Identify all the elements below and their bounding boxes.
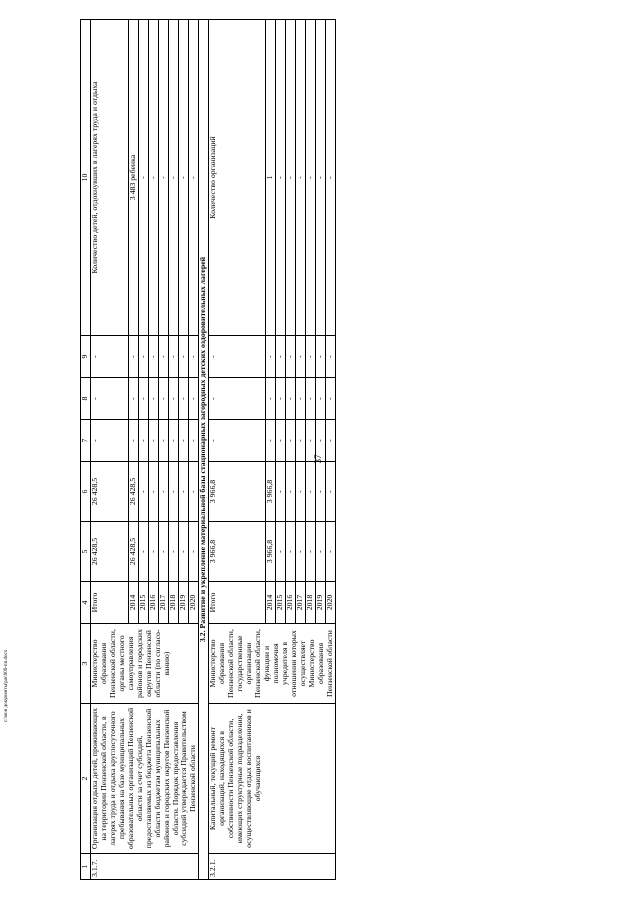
indicator-value: - xyxy=(325,20,335,336)
indicator-value: - xyxy=(285,20,295,336)
value-cell: - xyxy=(169,336,179,378)
value-cell: 26 428,5 xyxy=(129,462,139,522)
row-number: 3.1.7. xyxy=(90,854,198,880)
executor: Министерство образования Пензенской области, органы местного самоуправления районов и городских округов Пензенской области (по согласо-ванию) xyxy=(90,624,198,704)
value-cell: - xyxy=(285,336,295,378)
col-header-6: 6 xyxy=(81,462,91,522)
value-cell: - xyxy=(325,420,335,462)
value-cell: - xyxy=(179,420,189,462)
value-cell: - xyxy=(305,522,315,582)
value-cell: - xyxy=(305,462,315,522)
value-cell: - xyxy=(149,462,159,522)
value-cell: - xyxy=(139,378,149,420)
value-cell: - xyxy=(295,378,305,420)
col-header-2: 2 xyxy=(81,704,91,854)
year-cell: 2015 xyxy=(139,582,149,624)
indicator-value: - xyxy=(295,20,305,336)
value-cell: - xyxy=(159,522,169,582)
value-cell: - xyxy=(305,336,315,378)
year-cell: 2020 xyxy=(189,582,199,624)
value-cell: - xyxy=(189,378,199,420)
value-cell: - xyxy=(149,420,159,462)
indicator-name: Количество детей, отдохнувших в лагерях труда и отдыха xyxy=(90,20,128,336)
year-cell: Итого xyxy=(209,582,265,624)
value-cell: - xyxy=(189,522,199,582)
table-row xyxy=(90,20,128,880)
year-cell: Итого xyxy=(90,582,128,624)
value-cell: - xyxy=(325,462,335,522)
value-cell: - xyxy=(159,462,169,522)
value-cell: - xyxy=(315,420,325,462)
indicator-value: 1 xyxy=(265,20,275,336)
value-cell: - xyxy=(315,378,325,420)
col-header-1: 1 xyxy=(81,854,91,880)
program-table xyxy=(80,19,336,880)
executor: Министерство образования Пензенской области, государственные организации Пензенской области, функции и полномочия учредителя в отношении которых осуществляет Министерство образования Пензенской области xyxy=(209,624,335,704)
value-cell: - xyxy=(139,420,149,462)
value-cell: 3 966,8 xyxy=(265,522,275,582)
value-cell: - xyxy=(179,378,189,420)
value-cell: - xyxy=(149,378,159,420)
value-cell: - xyxy=(159,378,169,420)
year-cell: 2015 xyxy=(275,582,285,624)
year-cell: 2016 xyxy=(149,582,159,624)
value-cell: - xyxy=(209,336,265,378)
activity-name: Организация отдыха детей, проживающих на территории Пензенской области, в лагерях труда и отдыха круглосуточного пребывания на базе муниципальных образовательных организаций Пензенской области за счет субсидий, предоставляемых из бюджета Пензенской области бюджетам муниципальных районов и городских округов Пензенской области. Порядок предоставления субсидий утверждается Правительством Пензенской области xyxy=(90,704,198,854)
value-cell: 26 428,5 xyxy=(90,462,128,522)
value-cell: - xyxy=(295,462,305,522)
value-cell: - xyxy=(325,378,335,420)
year-cell: 2019 xyxy=(179,582,189,624)
value-cell: - xyxy=(315,336,325,378)
year-cell: 2018 xyxy=(305,582,315,624)
value-cell: - xyxy=(189,420,199,462)
value-cell: - xyxy=(315,462,325,522)
indicator-value: - xyxy=(169,20,179,336)
table-row xyxy=(209,20,265,880)
value-cell: - xyxy=(275,378,285,420)
value-cell: - xyxy=(139,522,149,582)
value-cell: - xyxy=(285,378,295,420)
value-cell: - xyxy=(285,522,295,582)
value-cell: - xyxy=(295,522,305,582)
rotated-table-container xyxy=(80,20,560,880)
value-cell: - xyxy=(90,420,128,462)
value-cell: - xyxy=(169,522,179,582)
indicator-value: - xyxy=(149,20,159,336)
row-number: 3.2.1. xyxy=(209,854,335,880)
value-cell: - xyxy=(285,462,295,522)
value-cell: - xyxy=(315,522,325,582)
indicator-value: - xyxy=(305,20,315,336)
year-cell: 2017 xyxy=(159,582,169,624)
col-header-8: 8 xyxy=(81,378,91,420)
value-cell: - xyxy=(159,336,169,378)
value-cell: - xyxy=(139,336,149,378)
indicator-value: - xyxy=(139,20,149,336)
value-cell: - xyxy=(325,522,335,582)
section-row xyxy=(199,20,209,880)
activity-name: Капитальный, текущий ремонт организаций, находящихся в собственности Пензенской области, имеющих структурные подразделения, осуществляющие отдых воспитанников и обучающихся xyxy=(209,704,335,854)
value-cell: - xyxy=(285,420,295,462)
value-cell: 3 966,8 xyxy=(265,462,275,522)
value-cell: - xyxy=(129,378,139,420)
value-cell: - xyxy=(295,336,305,378)
value-cell: - xyxy=(189,462,199,522)
value-cell: 3 966,8 xyxy=(209,462,265,522)
value-cell: - xyxy=(275,336,285,378)
value-cell: 3 966,8 xyxy=(209,522,265,582)
value-cell: - xyxy=(90,378,128,420)
value-cell: - xyxy=(275,462,285,522)
value-cell: - xyxy=(169,420,179,462)
section-title: 3.2. Развитие и укрепление материальной базы стационарных загородных детских оздоровительных лагерей xyxy=(199,20,209,880)
value-cell: 26 428,5 xyxy=(90,522,128,582)
indicator-value: 3 483 ребенка xyxy=(129,20,139,336)
value-cell: - xyxy=(265,420,275,462)
value-cell: - xyxy=(305,378,315,420)
page-number: 37 xyxy=(313,454,323,464)
indicator-value: - xyxy=(275,20,285,336)
indicator-value: - xyxy=(189,20,199,336)
value-cell: - xyxy=(265,378,275,420)
value-cell: - xyxy=(209,378,265,420)
year-cell: 2016 xyxy=(285,582,295,624)
year-cell: 2014 xyxy=(129,582,139,624)
value-cell: - xyxy=(149,522,159,582)
column-number-row xyxy=(81,20,91,880)
value-cell: - xyxy=(139,462,149,522)
year-cell: 2019 xyxy=(315,582,325,624)
indicator-value: - xyxy=(179,20,189,336)
indicator-name: Количество организаций xyxy=(209,20,265,336)
value-cell: - xyxy=(275,420,285,462)
value-cell: - xyxy=(149,336,159,378)
value-cell: - xyxy=(169,378,179,420)
value-cell: - xyxy=(275,522,285,582)
year-cell: 2014 xyxy=(265,582,275,624)
value-cell: - xyxy=(179,462,189,522)
value-cell: - xyxy=(325,336,335,378)
col-header-4: 4 xyxy=(81,582,91,624)
value-cell: 26 428,5 xyxy=(129,522,139,582)
value-cell: - xyxy=(179,336,189,378)
value-cell: - xyxy=(179,522,189,582)
value-cell: - xyxy=(305,420,315,462)
year-cell: 2017 xyxy=(295,582,305,624)
value-cell: - xyxy=(295,420,305,462)
value-cell: - xyxy=(159,420,169,462)
indicator-value: - xyxy=(159,20,169,336)
indicator-value: - xyxy=(315,20,325,336)
col-header-10: 10 xyxy=(81,20,91,336)
footer-file-path: c:\мои документы\рж\909-пп.docx xyxy=(4,649,9,722)
year-cell: 2018 xyxy=(169,582,179,624)
value-cell: - xyxy=(90,336,128,378)
col-header-5: 5 xyxy=(81,522,91,582)
value-cell: - xyxy=(209,420,265,462)
col-header-9: 9 xyxy=(81,336,91,378)
value-cell: - xyxy=(129,420,139,462)
value-cell: - xyxy=(189,336,199,378)
value-cell: - xyxy=(265,336,275,378)
col-header-7: 7 xyxy=(81,420,91,462)
col-header-3: 3 xyxy=(81,624,91,704)
value-cell: - xyxy=(129,336,139,378)
value-cell: - xyxy=(169,462,179,522)
year-cell: 2020 xyxy=(325,582,335,624)
